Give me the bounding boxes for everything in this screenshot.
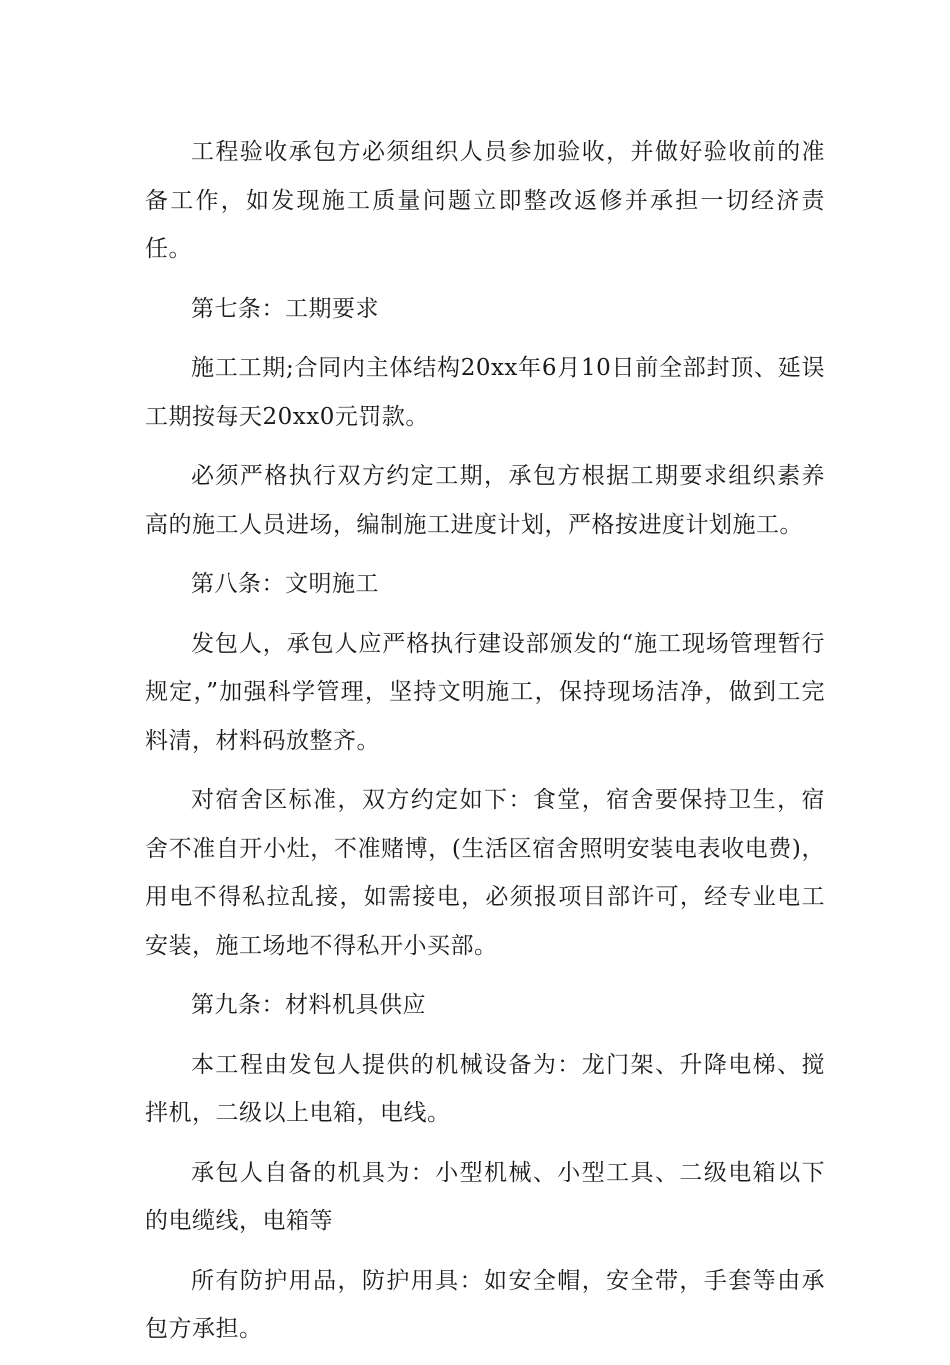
heading-article-9: 第九条：材料机具供应 — [191, 992, 426, 1018]
heading-article-8: 第八条：文明施工 — [191, 571, 379, 597]
paragraph-civilized-construction: 发包人，承包人应严格执行建设部颁发的“施工现场管理暂行规定，”加强科学管理，坚持文明施工，保持现场洁净，做到工完料清，材料码放整齐。 — [145, 630, 825, 754]
document-body — [145, 128, 825, 1365]
paragraph-construction-period: 施工工期;合同内主体结构20xx年6月10日前全部封顶、延误工期按每天20xx0元罚款。 — [145, 355, 825, 430]
paragraph-protective-equipment: 所有防护用品，防护用具：如安全帽，安全带，手套等由承包方承担。 — [145, 1267, 825, 1342]
paragraph-dormitory-standards: 对宿舍区标准，双方约定如下：食堂，宿舍要保持卫生，宿舍不准自开小灶，不准赌博，(生活区宿舍照明安装电表收电费)，用电不得私拉乱接，如需接电，必须报项目部许可，经专业电工安装，施工场地不得私开小买部。 — [145, 787, 825, 959]
paragraph-employer-equipment: 本工程由发包人提供的机械设备为：龙门架、升降电梯、搅拌机，二级以上电箱，电线。 — [145, 1051, 825, 1126]
paragraph-schedule-execution: 必须严格执行双方约定工期，承包方根据工期要求组织素养高的施工人员进场，编制施工进度计划，严格按进度计划施工。 — [145, 463, 825, 538]
paragraph-acceptance: 工程验收承包方必须组织人员参加验收，并做好验收前的准备工作，如发现施工质量问题立即整改返修并承担一切经济责任。 — [145, 139, 825, 262]
paragraph-contractor-tools: 承包人自备的机具为：小型机械、小型工具、二级电箱以下的电缆线，电箱等 — [145, 1159, 825, 1234]
heading-article-7: 第七条：工期要求 — [191, 295, 379, 322]
